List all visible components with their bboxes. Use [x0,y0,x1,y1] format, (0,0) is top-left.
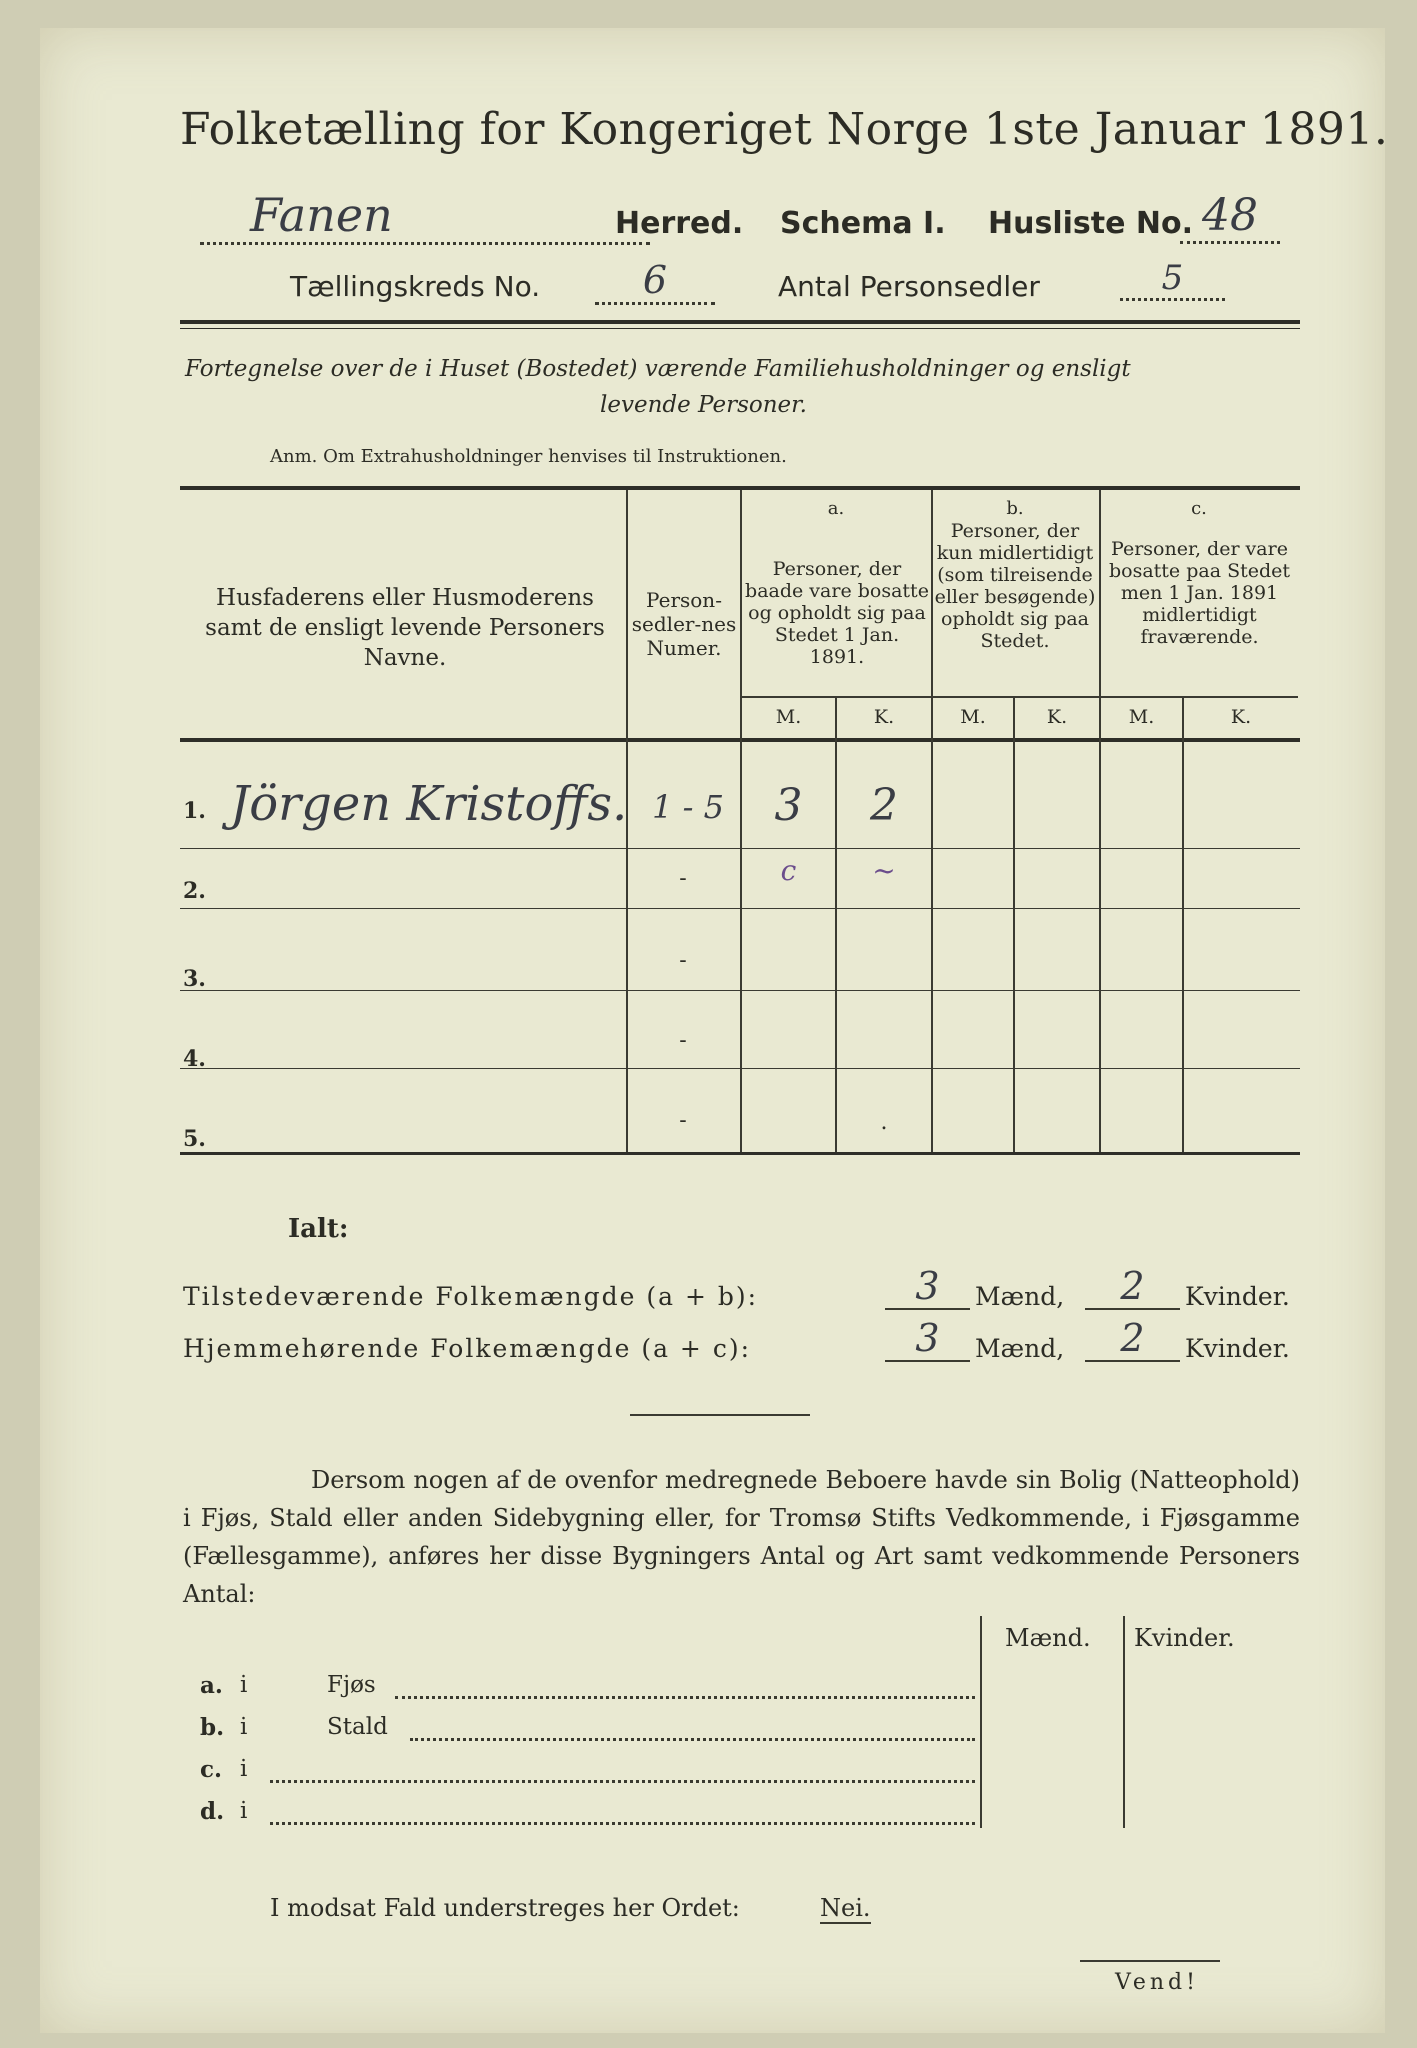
building-prep-b: i [240,1714,248,1740]
building-dots-d [270,1822,975,1825]
col-a-k: K. [873,706,895,728]
row-number-5: 5. [183,1126,206,1152]
row-line-4 [180,1068,1300,1069]
row-number-3: 3. [183,966,206,992]
row-numer-2: - [679,866,687,891]
intro-line1: Fortegnelse over de i Huset (Bostedet) værende Familiehusholdninger og ensligt [185,356,1131,382]
buildings-col-kvinder: Kvinder. [1134,1624,1235,1652]
row-a-k-2: ~ [872,854,896,887]
building-label-a: Fjøs [327,1672,376,1698]
col-header-c-letter: c. [1191,498,1207,519]
col-header-a-letter: a. [827,498,845,519]
building-dots-a [395,1696,975,1699]
anm-note: Anm. Om Extrahusholdninger henvises til Instruktionen. [270,446,787,467]
col-header-numer: Person-sedler-nes Numer. [631,588,737,660]
husliste-value: 48 [1180,190,1280,244]
buildings-col-divider-2 [1123,1616,1125,1828]
tilstede-kvinder-label: Kvinder. [1185,1282,1290,1311]
herred-value: Fanen [200,188,650,245]
footer-nei: Nei. [820,1894,871,1922]
personsedler-value: 5 [1120,258,1225,301]
row-numer-1: 1 - 5 [652,788,724,826]
building-letter-a: a. [200,1672,223,1699]
col-c-k: K. [1230,706,1252,728]
row-line-1 [180,848,1300,849]
vend-label: Vend! [1115,1970,1199,1995]
hjemme-label: Hjemmehørende Folkemængde (a + c): [183,1334,751,1363]
header-rule [180,320,1300,324]
row-numer-5: - [679,1108,687,1133]
col-b-m: M. [960,706,986,728]
col-a-m: M. [775,706,802,728]
buildings-paragraph: Dersom nogen af de ovenfor medregnede Beboere havde sin Bolig (Natteophold) i Fjøs, Stald eller anden Sidebygning eller, for Tromsø Stifts Vedkommende, i Fjøsgamme (Fællesgamme), anføres her disse Bygningers Antal og Art samt vedkommende Personers Antal: [183,1466,1300,1608]
row-a-m-2: c [780,854,797,887]
row-a-m-1: 3 [774,780,803,831]
footer-line: I modsat Fald understreges her Ordet: [270,1894,740,1922]
ialt-label: Ialt: [288,1214,349,1244]
intro-line2: levende Personer. [600,392,807,418]
row-name-1: Jörgen Kristoffs. [230,776,628,832]
form-title: Folketælling for Kongeriget Norge 1ste Januar 1891. [180,104,1389,155]
col-header-c-text: Personer, der vare bosatte paa Stedet men 1 Jan. 1891 midlertidigt fraværende. [1108,538,1291,648]
col-header-a-text: Personer, der baade vare bosatte og opholdt sig paa Stedet 1 Jan. 1891. [745,558,929,668]
tilstede-kvinder-value: 2 [1085,1264,1180,1310]
tilstede-maend-value: 3 [885,1264,970,1310]
tilstede-label: Tilstedeværende Folkemængde (a + b): [183,1282,759,1311]
mk-header-line [742,696,1298,698]
col-c-m: M. [1128,706,1155,728]
col-divider-b [1099,490,1101,1152]
schema-label: Schema I. [780,206,946,241]
tilstede-maend-label: Mænd, [975,1282,1065,1311]
husliste-label: Husliste No. [988,206,1193,241]
building-dots-c [270,1780,975,1783]
row-numer-3: - [679,948,687,973]
row-numer-4: - [679,1028,687,1053]
building-prep-d: i [240,1798,248,1824]
census-form [40,28,1389,2033]
col-divider-c-mk [1182,698,1184,1152]
buildings-col-maend: Mænd. [1005,1624,1091,1652]
hjemme-maend-label: Mænd, [975,1334,1065,1363]
header-rule-thin [180,328,1300,329]
vend-rule [1080,1960,1220,1962]
building-dots-b [410,1738,975,1741]
row-a-k-1: 2 [870,780,898,831]
kreds-value: 6 [595,258,715,305]
hjemme-kvinder-value: 2 [1085,1316,1180,1362]
building-letter-b: b. [200,1714,225,1741]
building-prep-c: i [240,1756,248,1782]
row-line-2 [180,908,1300,909]
hjemme-kvinder-label: Kvinder. [1185,1334,1290,1363]
row-line-3 [180,990,1300,991]
col-header-names: Husfaderens eller Husmoderens samt de ensligt levende Personers Navne. [205,585,605,671]
col-divider-a-mk [835,698,837,1152]
building-prep-a: i [240,1672,248,1698]
building-letter-c: c. [200,1756,223,1783]
building-label-b: Stald [327,1714,388,1740]
divider-ornament [630,1414,810,1416]
kreds-label: Tællingskreds No. [290,270,541,303]
row-number-2: 2. [183,878,206,904]
personsedler-label: Antal Personsedler [778,270,1040,303]
col-divider-a [931,490,933,1152]
row-number-1: 1. [183,798,206,824]
buildings-col-divider-1 [980,1616,982,1828]
row-number-4: 4. [183,1046,206,1072]
hjemme-maend-value: 3 [885,1316,970,1362]
herred-label: Herred. [615,206,744,241]
col-divider-b-mk [1013,698,1015,1152]
col-b-k: K. [1046,706,1068,728]
building-letter-d: d. [200,1798,225,1825]
col-header-b-text: Personer, der kun midlertidigt (som tilreisende eller besøgende) opholdt sig paa Stedet. [934,520,1096,652]
col-header-b-letter: b. [1006,498,1024,519]
row-a-k-5: . [880,1110,888,1135]
table-bottom-rule [180,1152,1300,1155]
